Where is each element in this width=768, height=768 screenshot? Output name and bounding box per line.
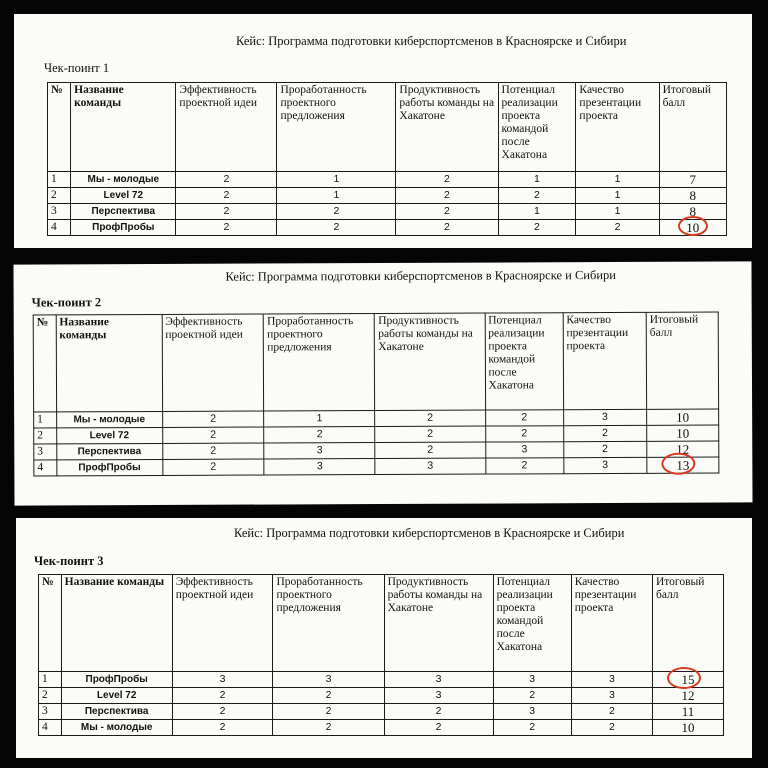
header-team-name: Название команды — [71, 83, 176, 172]
score-cell: 2 — [493, 720, 571, 736]
score-cell: 2 — [375, 410, 485, 426]
header-team-productivity: Продуктивность работы команды на Хакатоне — [396, 83, 498, 172]
checkpoint-title: Чек-поинт 3 — [34, 554, 104, 568]
total-score — [652, 672, 723, 688]
total-score-value: 8 — [689, 188, 697, 203]
score-cell: 1 — [277, 188, 396, 204]
total-score-value: 15 — [681, 672, 695, 687]
table-row — [34, 457, 719, 476]
total-score — [652, 704, 723, 720]
score-cell: 2 — [396, 204, 498, 220]
table-row — [39, 720, 724, 736]
header-proposal-elaboration: Проработанность проектного предложения — [273, 575, 384, 672]
header-team-name: Название команды — [61, 575, 172, 672]
score-cell: 2 — [273, 688, 384, 704]
table-row — [48, 188, 727, 204]
score-cell: 2 — [176, 188, 277, 204]
header-idea-effectiveness: Эффективность проектной идеи — [172, 575, 273, 672]
total-score-value: 12 — [681, 688, 695, 703]
table-row — [39, 672, 724, 688]
team-name: Мы - молодые — [56, 411, 162, 427]
total-score — [647, 425, 719, 441]
score-cell: 3 — [571, 672, 652, 688]
header-implementation-potential: Потенциал реализации проекта командой после Хакатона — [485, 313, 564, 410]
row-number: 1 — [34, 412, 57, 428]
score-cell: 2 — [396, 220, 498, 236]
score-cell: 2 — [485, 410, 563, 426]
score-cell: 3 — [485, 442, 563, 458]
score-cell: 3 — [493, 704, 571, 720]
row-number: 4 — [48, 220, 71, 236]
score-cell: 2 — [172, 688, 273, 704]
team-name: Мы - молодые — [71, 172, 176, 188]
score-cell: 1 — [277, 172, 396, 188]
score-cell: 1 — [498, 172, 576, 188]
score-cell: 2 — [493, 688, 571, 704]
score-cell: 2 — [396, 172, 498, 188]
header-implementation-potential: Потенциал реализации проекта командой после Хакатона — [493, 575, 571, 672]
total-score — [652, 688, 723, 704]
score-cell: 3 — [264, 443, 375, 459]
total-score-value: 10 — [676, 409, 690, 425]
header-idea-effectiveness: Эффективность проектной идеи — [176, 83, 277, 172]
score-cell: 2 — [384, 720, 493, 736]
table-header-row — [39, 575, 724, 672]
row-number: 3 — [34, 444, 57, 460]
row-number: 3 — [39, 704, 62, 720]
score-cell: 3 — [563, 409, 646, 425]
score-cell: 3 — [384, 672, 493, 688]
total-score-value: 7 — [689, 172, 697, 187]
table-row — [39, 688, 724, 704]
case-title: Кейс: Программа подготовки киберспортсменов в Красноярске и Сибири — [234, 526, 625, 540]
score-cell: 2 — [396, 188, 498, 204]
total-score — [659, 172, 726, 188]
row-number: 4 — [34, 460, 57, 476]
header-implementation-potential: Потенциал реализации проекта командой после Хакатона — [498, 83, 576, 172]
row-number: 2 — [48, 188, 71, 204]
score-cell: 3 — [384, 688, 493, 704]
score-cell: 2 — [162, 459, 264, 475]
checkpoint-title: Чек-поинт 1 — [44, 61, 110, 75]
total-score-value: 13 — [676, 457, 690, 473]
score-cell: 3 — [563, 457, 646, 473]
total-score-value: 10 — [686, 220, 700, 235]
total-score-value: 12 — [676, 441, 690, 457]
case-title: Кейс: Программа подготовки киберспортсменов в Красноярске и Сибири — [225, 267, 616, 284]
score-cell: 2 — [485, 426, 563, 442]
score-cell: 2 — [485, 458, 563, 474]
total-score-value: 11 — [681, 704, 695, 719]
score-cell: 2 — [563, 425, 646, 441]
team-name: Перспектива — [61, 704, 172, 720]
scores-table — [47, 82, 727, 236]
score-cell: 1 — [576, 188, 659, 204]
score-cell: 2 — [273, 704, 384, 720]
score-cell: 1 — [576, 172, 659, 188]
team-name: ПрофПробы — [56, 459, 162, 475]
header-team-name: Название команды — [56, 314, 162, 411]
score-cell: 2 — [571, 720, 652, 736]
score-cell: 2 — [176, 204, 277, 220]
team-name: ПрофПробы — [61, 672, 172, 688]
table-row — [39, 704, 724, 720]
team-name: Level 72 — [71, 188, 176, 204]
checkpoint-1-scan — [14, 14, 752, 248]
score-cell: 2 — [277, 204, 396, 220]
checkpoint-2-scan — [13, 261, 752, 505]
scores-table — [38, 574, 724, 736]
team-name: Перспектива — [56, 443, 162, 459]
header-presentation-quality: Качество презентации проекта — [563, 312, 647, 409]
header-team-productivity: Продуктивность работы команды на Хакатоне — [375, 313, 485, 410]
total-score — [659, 220, 726, 236]
total-score — [659, 188, 726, 204]
case-title: Кейс: Программа подготовки киберспортсменов в Красноярске и Сибири — [236, 34, 627, 48]
score-cell: 2 — [172, 704, 273, 720]
score-cell: 2 — [375, 442, 485, 458]
score-cell: 3 — [264, 459, 375, 475]
score-cell: 2 — [273, 720, 384, 736]
header-team-productivity: Продуктивность работы команды на Хакатоне — [384, 575, 493, 672]
team-name: Level 72 — [56, 427, 162, 443]
team-name: Level 72 — [61, 688, 172, 704]
score-cell: 2 — [162, 443, 264, 459]
score-cell: 2 — [162, 427, 264, 443]
header-proposal-elaboration: Проработанность проектного предложения — [264, 314, 376, 411]
table-header-row — [33, 312, 718, 412]
header-number: № — [33, 315, 56, 412]
row-number: 1 — [39, 672, 62, 688]
score-cell: 2 — [176, 220, 277, 236]
header-total-score: Итоговый балл — [646, 312, 718, 409]
total-score — [647, 409, 719, 425]
header-presentation-quality: Качество презентации проекта — [571, 575, 652, 672]
header-total-score: Итоговый балл — [659, 83, 726, 172]
score-cell: 2 — [375, 426, 485, 442]
total-score-value: 8 — [689, 204, 697, 219]
table-row — [48, 172, 727, 188]
header-proposal-elaboration: Проработанность проектного предложения — [277, 83, 396, 172]
score-cell: 2 — [576, 220, 659, 236]
score-cell: 1 — [576, 204, 659, 220]
total-score — [647, 441, 719, 457]
checkpoint-title: Чек-поинт 2 — [31, 295, 102, 310]
row-number: 3 — [48, 204, 71, 220]
score-cell: 2 — [498, 188, 576, 204]
score-cell: 2 — [563, 441, 646, 457]
score-cell: 3 — [571, 688, 652, 704]
total-score-value: 10 — [676, 425, 690, 441]
scores-table — [33, 312, 720, 477]
table-header-row — [48, 83, 727, 172]
team-name: ПрофПробы — [71, 220, 176, 236]
score-cell: 1 — [264, 411, 375, 427]
score-cell: 1 — [498, 204, 576, 220]
score-cell: 2 — [384, 704, 493, 720]
total-score-value: 10 — [681, 720, 695, 735]
row-number: 1 — [48, 172, 71, 188]
score-cell: 2 — [277, 220, 396, 236]
score-cell: 3 — [375, 458, 485, 474]
total-score — [647, 457, 719, 473]
score-cell: 2 — [498, 220, 576, 236]
header-total-score: Итоговый балл — [652, 575, 723, 672]
score-cell: 2 — [162, 411, 264, 427]
checkpoint-3-scan — [16, 518, 752, 758]
score-cell: 3 — [493, 672, 571, 688]
team-name: Перспектива — [71, 204, 176, 220]
total-score — [652, 720, 723, 736]
score-cell: 3 — [172, 672, 273, 688]
score-cell: 2 — [172, 720, 273, 736]
header-number: № — [48, 83, 71, 172]
team-name: Мы - молодые — [61, 720, 172, 736]
score-cell: 2 — [571, 704, 652, 720]
header-idea-effectiveness: Эффективность проектной идеи — [162, 314, 264, 411]
score-cell: 2 — [264, 427, 375, 443]
header-number: № — [39, 575, 62, 672]
score-cell: 2 — [176, 172, 277, 188]
table-row — [48, 220, 727, 236]
table-row — [48, 204, 727, 220]
total-score — [659, 204, 726, 220]
row-number: 4 — [39, 720, 62, 736]
score-cell: 3 — [273, 672, 384, 688]
row-number: 2 — [34, 428, 57, 444]
row-number: 2 — [39, 688, 62, 704]
header-presentation-quality: Качество презентации проекта — [576, 83, 659, 172]
